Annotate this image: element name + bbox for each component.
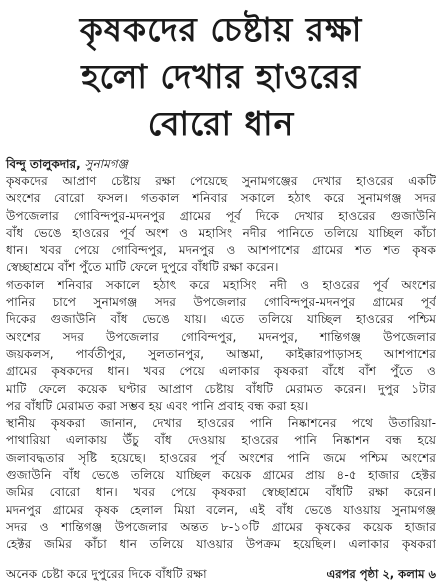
body-line: পর বাঁধটি মেরামত করা সম্ভব হয় এবং পানি প্রবাহ বন্ধ করা হয়। [6,398,309,413]
byline-location: সুনামগঞ্জ [84,157,128,171]
body-line: পানির চাপে সুনামগঞ্জ সদর উপজেলার গোবিন্দপুর-মদনপুর গ্রামের পূর্ব [6,295,436,310]
body-line: গতকাল শনিবার সকালে হঠাৎ করে মহাসিং নদী ও হাওরের পূর্ব অংশের [6,277,436,292]
byline-author: বিন্দু তালুকদার, [6,157,81,171]
body-line: বাঁধ ভেঙে হাওরের পূর্ব অংশ ও মহাসিং নদীর পানিতে তলিয়ে যাচ্ছিল কাঁচা [6,225,436,240]
body-line: পাথারিয়া এলাকায় উঁচু বাঁধ দেওয়ায় হাওরের পানি নিষ্কাশন বন্ধ হয়ে [6,433,436,448]
headline-line-2: হলো দেখার হাওরের [81,57,361,96]
body-line: জলাবদ্ধতার সৃষ্টি হয়েছে। হাওরের পূর্ব অংশের পানি জমে পশ্চিম অংশের [6,450,436,465]
body-line: অংশের সদর উপজেলার গোবিন্দপুর, মদনপুর, শান্তিগঞ্জ উপজেলার [6,329,436,344]
headline [0,6,442,147]
body-line: সদর ও শান্তিগঞ্জ উপজেলার অন্তত ৮-১০টি গ্রামের কৃষকের কয়েক হাজার [6,519,436,534]
body-line: গুজাউনি বাঁধ ভেঙে তলিয়ে যাচ্ছিল কয়েক গ্রামের প্রায় ৪-৫ হাজার হেক্টর [6,468,436,483]
body-line: স্বেচ্ছাশ্রমে বাঁশ পুঁতে মাটি ফেলে দুপুরে বাঁধটি রক্ষা করেন। [6,260,279,275]
body-line: হেক্টর জমির কাঁচা ধান তলিয়ে যাওয়ার উপক্রম হয়েছিল। এলাকার কৃষকরা [6,537,436,552]
article-body [6,173,436,554]
article-footer [6,566,436,583]
body-line: গ্রামের কৃষকদের ধান। খবর পেয়ে এলাকার কৃষকরা বাঁধে বাঁশ পুঁতে ও [6,364,436,379]
body-line: কৃষকদের আপ্রাণ চেষ্টায় রক্ষা পেয়েছে সুনামগঞ্জের দেখার হাওরের একটি [6,174,436,188]
headline-line-1: কৃষকদের চেষ্টায় রক্ষা [79,10,363,49]
body-line: জয়কলস, পার্বতীপুর, সুলতানপুর, আস্তমা, কাইক্কারপাড়াসহ আশপাশের [6,346,436,361]
body-line: দিকের গুজাউনি বাঁধ ভেঙে যায়। এতে তলিয়ে যাচ্ছিল হাওরের পশ্চিম [6,312,436,327]
body-line: স্থানীয় কৃষকরা জানান, দেখার হাওরের পানি নিষ্কাশনের পথে উতারিয়া- [6,416,436,431]
body-line: মদনপুর গ্রামের কৃষক হেলাল মিয়া বলেন, এই বাঁধ ভেঙে যাওয়ায় সুনামগঞ্জ [6,502,436,517]
headline-line-3: বোরো ধান [147,104,295,143]
body-last-line: অনেক চেষ্টা করে দুপুরের দিকে বাঁধটি রক্ষা [6,567,207,581]
continuation-note: এরপর পৃষ্ঠা ২, কলাম ৬ [326,567,436,581]
body-line: ধান। খবর পেয়ে গোবিন্দপুর, মদনপুর ও আশপাশের গ্রামের শত শত কৃষক [6,243,436,258]
body-line: মাটি ফেলে কয়েক ঘণ্টার আপ্রাণ চেষ্টায় বাঁধটি মেরামত করেন। দুপুর ১টার [6,381,436,396]
body-line: জমির বোরো ধান। খবর পেয়ে কৃষকরা স্বেচ্ছাশ্রমে বাঁধটি রক্ষা করেন। [6,485,436,500]
body-line: উপজেলার গোবিন্দপুর-মদনপুর গ্রামের পূর্ব দিকে দেখার হাওরের গুজাউনি [6,208,436,223]
byline [6,156,128,172]
body-line: অংশের বোরো ফসল। গতকাল শনিবার সকালে হঠাৎ করে সুনামগঞ্জ সদর [6,191,436,206]
